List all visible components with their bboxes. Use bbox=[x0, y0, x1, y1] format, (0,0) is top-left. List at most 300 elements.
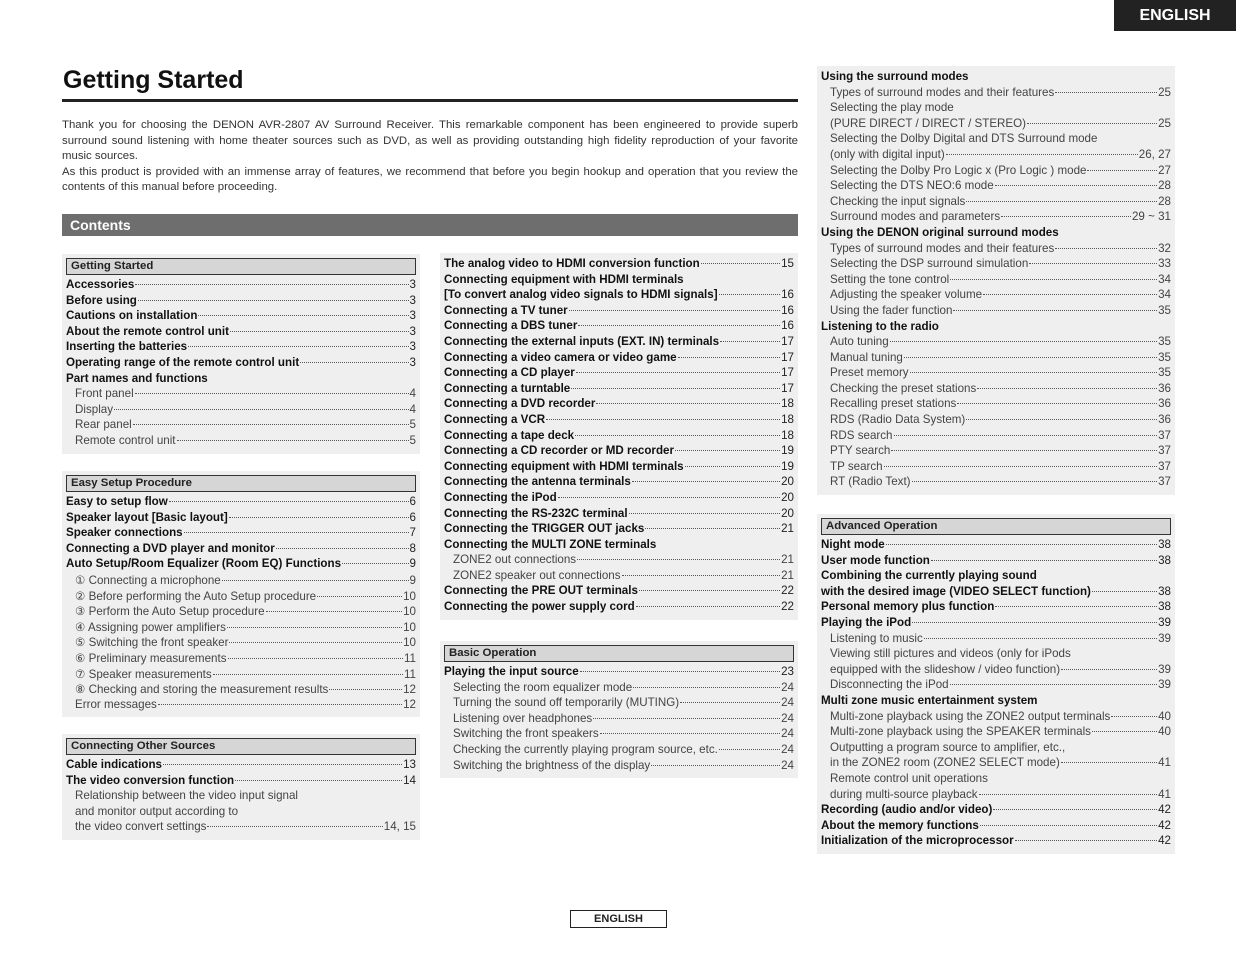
toc-entry-title: Selecting the Dolby Digital and DTS Surround mode bbox=[830, 132, 1098, 146]
toc-entry-page: 35 bbox=[1158, 303, 1171, 317]
toc-entry-title: Disconnecting the iPod bbox=[830, 678, 949, 692]
dot-leader bbox=[983, 294, 1157, 295]
toc-entry[interactable] bbox=[821, 600, 1171, 616]
toc-entry-page: 3 bbox=[409, 309, 416, 323]
dot-leader bbox=[133, 424, 409, 425]
toc-entry-title: Selecting the DTS NEO:6 mode bbox=[830, 179, 994, 193]
toc-entry-page: 3 bbox=[409, 355, 416, 369]
toc-entry-title: Rear panel bbox=[75, 418, 132, 432]
toc-entry[interactable] bbox=[66, 805, 416, 821]
dot-leader bbox=[229, 642, 402, 643]
toc-entry[interactable] bbox=[66, 820, 416, 836]
toc-entry-title: Selecting the Dolby Pro Logic x (Pro Logic ) mode bbox=[830, 163, 1087, 177]
toc-entry[interactable] bbox=[444, 475, 794, 491]
dot-leader bbox=[633, 687, 780, 688]
toc-entry[interactable] bbox=[821, 756, 1171, 772]
toc-entry[interactable] bbox=[66, 356, 416, 372]
toc-entry[interactable] bbox=[821, 288, 1171, 304]
toc-entry[interactable] bbox=[821, 741, 1171, 757]
toc-entry-title: and monitor output according to bbox=[75, 804, 239, 818]
toc-entry[interactable] bbox=[444, 727, 794, 743]
toc-entry[interactable] bbox=[821, 819, 1171, 835]
toc-entry-title: Types of surround modes and their features bbox=[830, 241, 1055, 255]
toc-entry[interactable] bbox=[66, 620, 416, 636]
dot-leader bbox=[577, 559, 780, 560]
toc-entry-title: Combining the currently playing sound bbox=[821, 569, 1037, 583]
toc-entry[interactable] bbox=[821, 834, 1171, 850]
toc-entry[interactable] bbox=[821, 569, 1171, 585]
toc-entry[interactable] bbox=[66, 542, 416, 558]
dot-leader bbox=[114, 409, 409, 410]
toc-entry[interactable] bbox=[444, 553, 794, 569]
toc-entry-title: Connecting the PRE OUT terminals bbox=[444, 584, 638, 598]
toc-entry[interactable] bbox=[444, 319, 794, 335]
toc-entry-title: The video conversion function bbox=[66, 773, 235, 787]
toc-entry-page: 37 bbox=[1158, 459, 1171, 473]
dot-leader bbox=[980, 825, 1157, 826]
toc-entry-title: Listening over headphones bbox=[453, 711, 593, 725]
dot-leader bbox=[912, 481, 1158, 482]
toc-entry-title: Before using bbox=[66, 293, 137, 307]
toc-entry-title: ZONE2 out connections bbox=[453, 553, 577, 567]
toc-entry[interactable] bbox=[444, 743, 794, 759]
toc-entry[interactable] bbox=[821, 475, 1171, 491]
dot-leader bbox=[632, 481, 780, 482]
contents-heading: Contents bbox=[62, 214, 798, 236]
toc-entry-title: the video convert settings bbox=[75, 820, 207, 834]
toc-section-surround-and-radio bbox=[817, 66, 1175, 495]
toc-section-basic-operation bbox=[440, 641, 798, 778]
dot-leader bbox=[957, 403, 1157, 404]
toc-entry-title: The analog video to HDMI conversion function bbox=[444, 257, 700, 270]
dot-leader bbox=[177, 440, 409, 441]
toc-entry[interactable] bbox=[821, 788, 1171, 804]
toc-entry[interactable] bbox=[444, 444, 794, 460]
toc-entry-title: Turning the sound off temporarily (MUTING) bbox=[453, 696, 680, 710]
toc-entry[interactable] bbox=[821, 585, 1171, 601]
toc-entry-title: Selecting the play mode bbox=[830, 101, 954, 115]
toc-entry-title: Using the surround modes bbox=[821, 70, 969, 83]
toc-entry-page: 21 bbox=[781, 553, 794, 567]
toc-entry[interactable] bbox=[821, 382, 1171, 398]
toc-entry-title: Connecting a DVD player and monitor bbox=[66, 541, 275, 555]
toc-entry[interactable] bbox=[66, 589, 416, 605]
toc-entry[interactable] bbox=[821, 117, 1171, 133]
dot-leader bbox=[184, 532, 409, 533]
toc-entry-title: ② Before performing the Auto Setup procedure bbox=[75, 589, 317, 603]
toc-entry-page: 29 ~ 31 bbox=[1131, 210, 1171, 224]
toc-entry-title: Part names and functions bbox=[66, 371, 208, 385]
toc-entry-title: Connecting equipment with HDMI terminals bbox=[444, 459, 684, 473]
dot-leader bbox=[995, 185, 1157, 186]
toc-entry[interactable] bbox=[444, 304, 794, 320]
toc-entry-page: 19 bbox=[781, 444, 794, 458]
toc-entry-page: 24 bbox=[781, 711, 794, 725]
toc-entry[interactable] bbox=[444, 665, 794, 681]
toc-entry[interactable] bbox=[821, 273, 1171, 289]
toc-entry[interactable] bbox=[821, 210, 1171, 226]
dot-leader bbox=[966, 201, 1157, 202]
toc-entry[interactable] bbox=[444, 569, 794, 585]
toc-entry-title: Multi-zone playback using the SPEAKER terminals bbox=[830, 725, 1091, 739]
dot-leader bbox=[593, 718, 780, 719]
toc-entry-title: Error messages bbox=[75, 697, 157, 711]
dot-leader bbox=[342, 563, 409, 564]
toc-entry-title: Auto tuning bbox=[830, 335, 889, 349]
toc-entry-title: Connecting a video camera or video game bbox=[444, 350, 677, 364]
toc-entry[interactable] bbox=[821, 195, 1171, 211]
toc-entry[interactable] bbox=[444, 759, 794, 775]
toc-entry-title: Adjusting the speaker volume bbox=[830, 288, 983, 302]
toc-entry-page: 24 bbox=[781, 696, 794, 710]
toc-entry[interactable] bbox=[66, 774, 416, 790]
toc-entry-title: ③ Perform the Auto Setup procedure bbox=[75, 605, 265, 619]
toc-entry[interactable] bbox=[444, 413, 794, 429]
dot-leader bbox=[719, 749, 780, 750]
toc-entry-title: ⑧ Checking and storing the measurement results bbox=[75, 683, 329, 697]
toc-entry[interactable] bbox=[66, 325, 416, 341]
toc-entry[interactable] bbox=[821, 320, 1171, 336]
toc-entry[interactable] bbox=[444, 382, 794, 398]
toc-entry[interactable] bbox=[444, 460, 794, 476]
toc-entry-title: Playing the input source bbox=[444, 665, 579, 678]
toc-entry[interactable] bbox=[821, 242, 1171, 258]
toc-entry[interactable] bbox=[821, 429, 1171, 445]
dot-leader bbox=[229, 517, 409, 518]
toc-entry-title: Remote control unit operations bbox=[830, 771, 988, 785]
toc-entry-page: 17 bbox=[781, 381, 794, 395]
toc-entry[interactable] bbox=[66, 511, 416, 527]
toc-entry-title: ④ Assigning power amplifiers bbox=[75, 620, 226, 634]
toc-entry-page: 12 bbox=[403, 697, 416, 711]
toc-entry-page: 40 bbox=[1158, 725, 1171, 739]
toc-entry-title: Connecting a CD recorder or MD recorder bbox=[444, 444, 674, 458]
toc-entry-title: About the remote control unit bbox=[66, 324, 229, 338]
toc-entry-page: 12 bbox=[403, 683, 416, 697]
toc-entry[interactable] bbox=[66, 667, 416, 683]
toc-entry-page: 3 bbox=[409, 293, 416, 307]
toc-entry-title: Accessories bbox=[66, 278, 135, 291]
toc-entry-page: 10 bbox=[403, 620, 416, 634]
toc-entry-page: 38 bbox=[1158, 553, 1171, 567]
toc-entry[interactable] bbox=[821, 444, 1171, 460]
toc-entry[interactable] bbox=[444, 273, 794, 289]
toc-entry-page: 9 bbox=[409, 573, 416, 587]
toc-entry-page: 21 bbox=[781, 522, 794, 536]
toc-entry-page: 18 bbox=[781, 397, 794, 411]
toc-entry-page: 17 bbox=[781, 350, 794, 364]
toc-entry-page: 27 bbox=[1158, 163, 1171, 177]
toc-entry[interactable] bbox=[821, 616, 1171, 632]
toc-entry-page: 20 bbox=[781, 475, 794, 489]
toc-section-easy-setup bbox=[62, 471, 420, 717]
toc-entry[interactable] bbox=[66, 278, 416, 294]
toc-entry-page: 41 bbox=[1158, 756, 1171, 770]
toc-entry[interactable] bbox=[66, 526, 416, 542]
toc-entry-title: User mode function bbox=[821, 553, 930, 567]
toc-entry[interactable] bbox=[444, 600, 794, 616]
toc-entry[interactable] bbox=[444, 712, 794, 728]
toc-entry[interactable] bbox=[66, 387, 416, 403]
dot-leader bbox=[950, 279, 1157, 280]
toc-entry-page: 5 bbox=[409, 418, 416, 432]
toc-entry-title: Connecting the antenna terminals bbox=[444, 475, 631, 489]
toc-entry[interactable] bbox=[66, 682, 416, 698]
dot-leader bbox=[188, 346, 408, 347]
toc-entry[interactable] bbox=[444, 335, 794, 351]
toc-entry[interactable] bbox=[821, 86, 1171, 102]
toc-entry-title: Listening to music bbox=[830, 631, 923, 645]
toc-entry[interactable] bbox=[444, 522, 794, 538]
toc-entry[interactable] bbox=[821, 538, 1171, 554]
toc-entry[interactable] bbox=[821, 304, 1171, 320]
toc-entry-page: 6 bbox=[409, 510, 416, 524]
toc-entry[interactable] bbox=[444, 351, 794, 367]
intro-paragraph-1: Thank you for choosing the DENON AVR-2807 AV Surround Receiver. This remarkable component has been engineered to provide superb surround sound listening with home theater sources such as DVD, as well as providing outstanding high fidelity reproduction of your favorite music sources. bbox=[62, 119, 798, 162]
toc-entry[interactable] bbox=[66, 758, 416, 774]
toc-entry-page: 9 bbox=[409, 557, 416, 571]
dot-leader bbox=[950, 684, 1158, 685]
toc-entry-title: Auto Setup/Room Equalizer (Room EQ) Functions bbox=[66, 557, 342, 571]
toc-entry-page: 41 bbox=[1158, 787, 1171, 801]
dot-leader bbox=[701, 263, 780, 264]
toc-entry[interactable] bbox=[444, 366, 794, 382]
toc-entry[interactable] bbox=[66, 418, 416, 434]
dot-leader bbox=[329, 689, 402, 690]
dot-leader bbox=[1055, 248, 1157, 249]
toc-entry-page: 21 bbox=[781, 568, 794, 582]
toc-entry[interactable] bbox=[821, 351, 1171, 367]
toc-entry-title: during multi-source playback bbox=[830, 787, 978, 801]
dot-leader bbox=[1061, 762, 1157, 763]
toc-entry-page: 36 bbox=[1158, 397, 1171, 411]
toc-entry-title: Connecting a tape deck bbox=[444, 428, 575, 442]
toc-entry-title: Connecting a VCR bbox=[444, 412, 546, 426]
toc-entry-title: Connecting a TV tuner bbox=[444, 303, 568, 317]
toc-entry-title: Front panel bbox=[75, 387, 134, 401]
dot-leader bbox=[675, 450, 780, 451]
toc-entry[interactable] bbox=[821, 803, 1171, 819]
toc-entry-title: Cable indications bbox=[66, 758, 162, 771]
toc-entry-page: 32 bbox=[1158, 241, 1171, 255]
toc-entry-title: Multi-zone playback using the ZONE2 output terminals bbox=[830, 709, 1111, 723]
toc-entry[interactable] bbox=[821, 397, 1171, 413]
toc-entry[interactable] bbox=[821, 164, 1171, 180]
dot-leader bbox=[266, 611, 403, 612]
toc-entry-title: Connecting a DBS tuner bbox=[444, 319, 578, 333]
dot-leader bbox=[993, 809, 1157, 810]
toc-entry[interactable] bbox=[821, 335, 1171, 351]
toc-entry[interactable] bbox=[821, 179, 1171, 195]
dot-leader bbox=[169, 501, 409, 502]
toc-entry[interactable] bbox=[66, 309, 416, 325]
toc-entry[interactable] bbox=[66, 604, 416, 620]
dot-leader bbox=[680, 702, 780, 703]
dot-leader bbox=[317, 596, 402, 597]
toc-entry-title: TP search bbox=[830, 459, 883, 473]
toc-entry[interactable] bbox=[66, 635, 416, 651]
toc-entry[interactable] bbox=[66, 495, 416, 511]
toc-entry-page: 28 bbox=[1158, 194, 1171, 208]
page-title: Getting Started bbox=[63, 66, 244, 94]
toc-entry[interactable] bbox=[66, 340, 416, 356]
toc-entry-page: 37 bbox=[1158, 444, 1171, 458]
toc-entry-title: Connecting the power supply cord bbox=[444, 600, 635, 614]
dot-leader bbox=[300, 362, 408, 363]
toc-entry[interactable] bbox=[821, 678, 1171, 694]
toc-entry-title: Relationship between the video input signal bbox=[75, 789, 299, 803]
toc-entry-page: 26, 27 bbox=[1138, 147, 1171, 161]
dot-leader bbox=[629, 513, 780, 514]
toc-entry-page: 10 bbox=[403, 589, 416, 603]
toc-entry-title: Connecting the RS-232C terminal bbox=[444, 506, 628, 520]
toc-entry[interactable] bbox=[821, 663, 1171, 679]
toc-entry-title: RDS (Radio Data System) bbox=[830, 413, 966, 427]
toc-entry-title: Remote control unit bbox=[75, 433, 176, 447]
toc-entry[interactable] bbox=[821, 632, 1171, 648]
toc-entry[interactable] bbox=[821, 257, 1171, 273]
toc-entry-title: RT (Radio Text) bbox=[830, 475, 911, 489]
dot-leader bbox=[1015, 840, 1157, 841]
toc-entry-title: Connecting a CD player bbox=[444, 366, 575, 380]
toc-entry[interactable] bbox=[821, 413, 1171, 429]
dot-leader bbox=[891, 450, 1157, 451]
toc-entry-page: 25 bbox=[1158, 85, 1171, 99]
dot-leader bbox=[636, 606, 780, 607]
toc-entry-title: Viewing still pictures and videos (only for iPods bbox=[830, 647, 1071, 661]
dot-leader bbox=[1092, 591, 1157, 592]
toc-entry[interactable] bbox=[444, 681, 794, 697]
dot-leader bbox=[931, 560, 1157, 561]
toc-entry-page: 7 bbox=[409, 526, 416, 540]
toc-entry-title: Checking the preset stations bbox=[830, 381, 977, 395]
toc-entry-title: Using the DENON original surround modes bbox=[821, 225, 1059, 239]
toc-entry-page: 10 bbox=[403, 605, 416, 619]
dot-leader bbox=[720, 341, 780, 342]
dot-leader bbox=[596, 403, 780, 404]
toc-entry-title: Inserting the batteries bbox=[66, 340, 188, 354]
dot-leader bbox=[576, 372, 780, 373]
dot-leader bbox=[227, 627, 402, 628]
toc-entry[interactable] bbox=[821, 647, 1171, 663]
toc-entry[interactable] bbox=[821, 710, 1171, 726]
toc-entry-title: Display bbox=[75, 402, 114, 416]
toc-entry[interactable] bbox=[444, 288, 794, 304]
toc-entry-page: 22 bbox=[781, 584, 794, 598]
dot-leader bbox=[639, 590, 780, 591]
toc-entry-title: equipped with the slideshow / video function) bbox=[830, 662, 1061, 676]
toc-entry[interactable] bbox=[444, 507, 794, 523]
toc-entry[interactable] bbox=[66, 294, 416, 310]
toc-entry-title: Connecting a turntable bbox=[444, 381, 571, 395]
toc-entry-page: 3 bbox=[409, 278, 416, 291]
toc-entry-page: 24 bbox=[781, 680, 794, 694]
toc-entry-page: 22 bbox=[781, 600, 794, 614]
toc-entry-title: Speaker layout [Basic layout] bbox=[66, 510, 228, 524]
toc-entry[interactable] bbox=[66, 557, 416, 573]
intro-text bbox=[62, 118, 798, 196]
toc-entry[interactable] bbox=[66, 403, 416, 419]
toc-entry[interactable] bbox=[66, 434, 416, 450]
section-header: Easy Setup Procedure bbox=[66, 475, 416, 492]
toc-entry-title: Selecting the DSP surround simulation bbox=[830, 257, 1029, 271]
dot-leader bbox=[569, 310, 780, 311]
toc-entry-page: 39 bbox=[1158, 631, 1171, 645]
toc-entry-page: 17 bbox=[781, 366, 794, 380]
section-header: Connecting Other Sources bbox=[66, 738, 416, 755]
toc-entry-title: Setting the tone control bbox=[830, 272, 950, 286]
toc-section-getting-started bbox=[62, 254, 420, 454]
toc-entry-page: 14 bbox=[403, 773, 416, 787]
toc-entry-title: ZONE2 speaker out connections bbox=[453, 568, 621, 582]
toc-entry[interactable] bbox=[821, 226, 1171, 242]
toc-entry[interactable] bbox=[444, 584, 794, 600]
toc-entry-title: Playing the iPod bbox=[821, 615, 912, 629]
toc-entry[interactable] bbox=[821, 460, 1171, 476]
dot-leader bbox=[222, 580, 409, 581]
toc-entry-page: 17 bbox=[781, 334, 794, 348]
toc-entry-title: Connecting a DVD recorder bbox=[444, 397, 596, 411]
toc-entry[interactable] bbox=[821, 694, 1171, 710]
section-header: Basic Operation bbox=[444, 645, 794, 662]
dot-leader bbox=[138, 300, 409, 301]
dot-leader bbox=[276, 548, 409, 549]
toc-entry-page: 16 bbox=[781, 303, 794, 317]
toc-entry[interactable] bbox=[66, 573, 416, 589]
dot-leader bbox=[1055, 92, 1157, 93]
toc-entry-page: 16 bbox=[781, 288, 794, 302]
toc-entry[interactable] bbox=[821, 148, 1171, 164]
toc-entry[interactable] bbox=[821, 132, 1171, 148]
toc-entry-title: Switching the brightness of the display bbox=[453, 758, 651, 772]
toc-entry[interactable] bbox=[66, 789, 416, 805]
toc-section-connections-continued bbox=[440, 253, 798, 620]
toc-entry-page: 33 bbox=[1158, 257, 1171, 271]
toc-entry-page: 42 bbox=[1158, 834, 1171, 848]
toc-entry-page: 3 bbox=[409, 340, 416, 354]
intro-paragraph-2: As this product is provided with an immense array of features, we recommend that before you begin hookup and operation that you review the contents of this manual before proceeding. bbox=[62, 165, 798, 193]
toc-entry-page: 25 bbox=[1158, 116, 1171, 130]
toc-entry[interactable] bbox=[444, 257, 794, 273]
toc-entry[interactable] bbox=[821, 772, 1171, 788]
toc-entry-page: 16 bbox=[781, 319, 794, 333]
toc-entry-page: 38 bbox=[1158, 600, 1171, 614]
dot-leader bbox=[213, 674, 403, 675]
toc-entry[interactable] bbox=[444, 429, 794, 445]
toc-entry-title: Multi zone music entertainment system bbox=[821, 693, 1038, 707]
dot-leader bbox=[163, 764, 402, 765]
toc-entry[interactable] bbox=[66, 372, 416, 388]
dot-leader bbox=[575, 435, 780, 436]
toc-entry-page: 3 bbox=[409, 324, 416, 338]
toc-entry[interactable] bbox=[821, 554, 1171, 570]
toc-entry[interactable] bbox=[66, 698, 416, 714]
toc-entry-page: 38 bbox=[1158, 538, 1171, 551]
toc-entry[interactable] bbox=[821, 725, 1171, 741]
dot-leader bbox=[651, 765, 780, 766]
toc-entry-title: Outputting a program source to amplifier, etc., bbox=[830, 740, 1066, 754]
toc-entry[interactable] bbox=[66, 651, 416, 667]
toc-entry[interactable] bbox=[444, 696, 794, 712]
dot-leader bbox=[1087, 170, 1157, 171]
toc-entry[interactable] bbox=[444, 397, 794, 413]
toc-entry[interactable] bbox=[821, 70, 1171, 86]
toc-entry[interactable] bbox=[444, 491, 794, 507]
dot-leader bbox=[678, 357, 781, 358]
toc-entry[interactable] bbox=[444, 538, 794, 554]
toc-entry[interactable] bbox=[821, 366, 1171, 382]
toc-entry[interactable] bbox=[821, 101, 1171, 117]
